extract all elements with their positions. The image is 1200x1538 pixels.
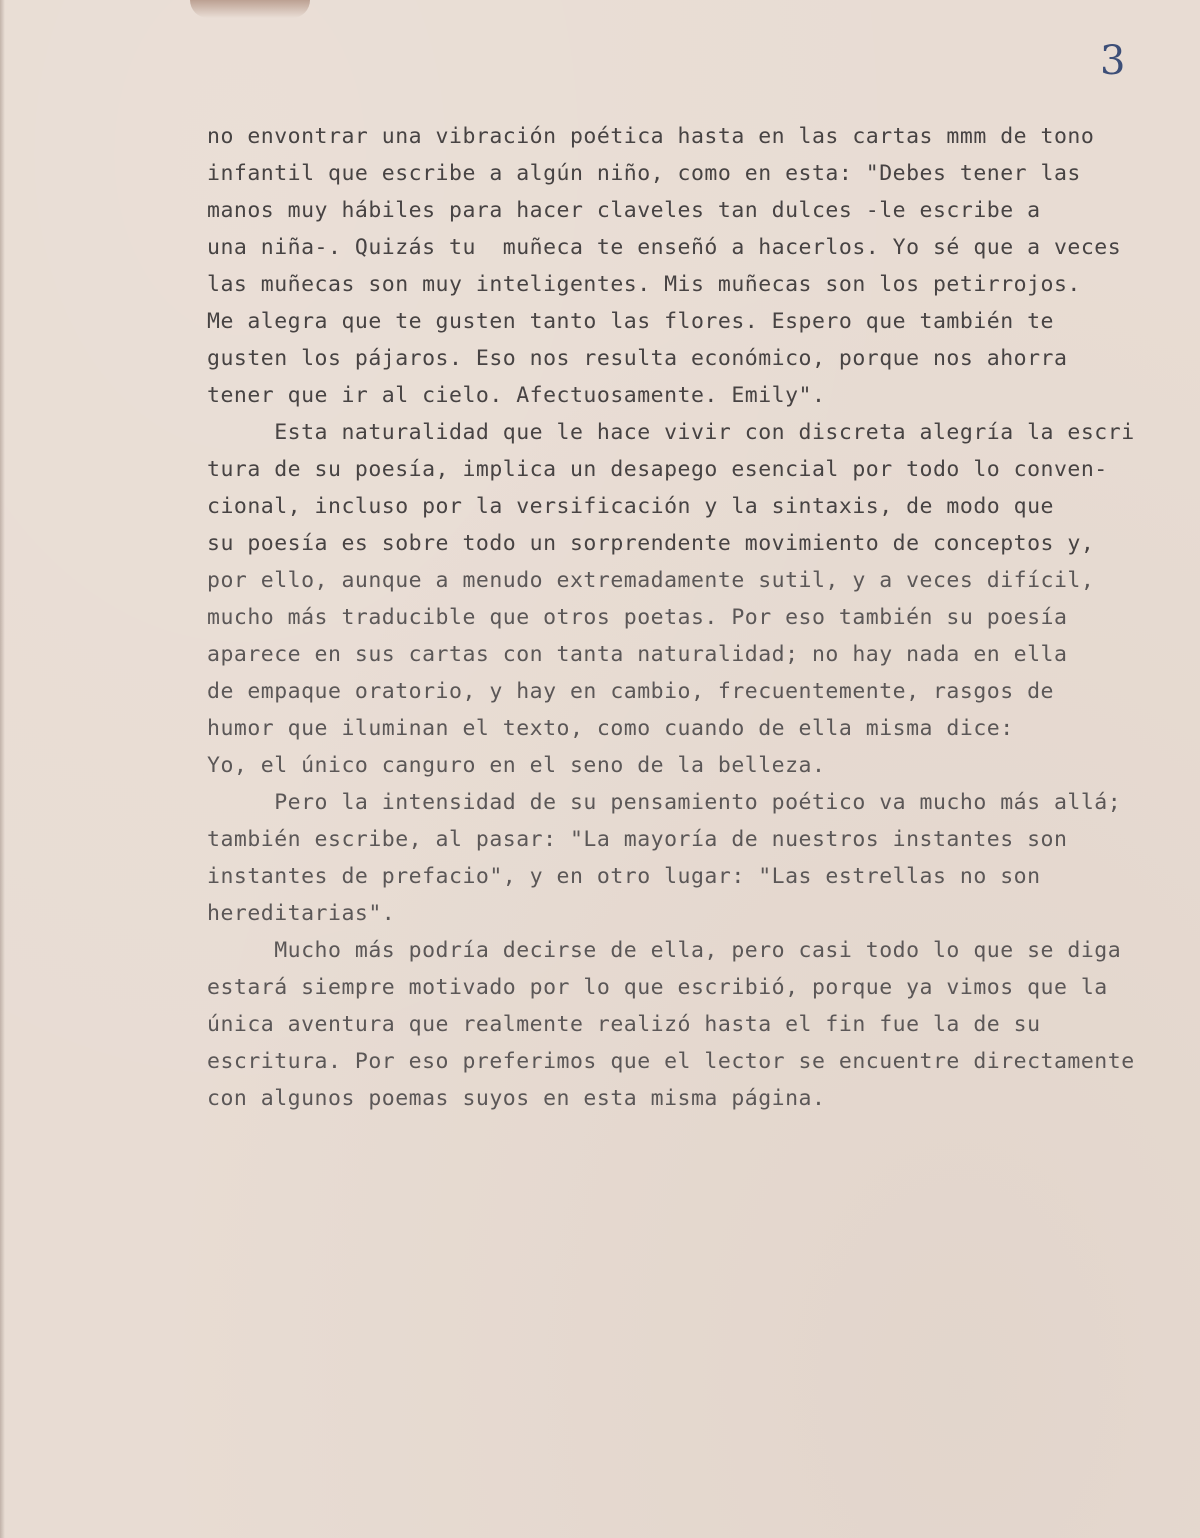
text-line: Mucho más podría decirse de ella, pero casi todo lo que se diga <box>207 938 1122 963</box>
text-line: de empaque oratorio, y hay en cambio, frecuentemente, rasgos de <box>207 679 1054 704</box>
text-line: instantes de prefacio", y en otro lugar: "Las estrellas no son <box>207 864 1041 889</box>
text-line: tura de su poesía, implica un desapego esencial por todo lo conven- <box>207 457 1108 482</box>
body-text <box>207 118 1197 1117</box>
text-line: humor que iluminan el texto, como cuando de ella misma dice: <box>207 716 1014 741</box>
text-line: estará siempre motivado por lo que escribió, porque ya vimos que la <box>207 975 1108 1000</box>
text-line: Pero la intensidad de su pensamiento poético va mucho más allá; <box>207 790 1122 815</box>
text-line: Esta naturalidad que le hace vivir con discreta alegría la escri <box>207 420 1135 445</box>
text-line: mucho más traducible que otros poetas. Por eso también su poesía <box>207 605 1068 630</box>
text-line: las muñecas son muy inteligentes. Mis muñecas son los petirrojos. <box>207 272 1081 297</box>
paper-edge-shadow <box>0 0 5 1538</box>
text-line: única aventura que realmente realizó hasta el fin fue la de su <box>207 1012 1041 1037</box>
text-line: gusten los pájaros. Eso nos resulta económico, porque nos ahorra <box>207 346 1068 371</box>
text-line: su poesía es sobre todo un sorprendente movimiento de conceptos y, <box>207 531 1095 556</box>
text-line: por ello, aunque a menudo extremadamente sutil, y a veces difícil, <box>207 568 1095 593</box>
quoted-verse-line: Yo, el único canguro en el seno de la belleza. <box>207 753 826 778</box>
text-line: no envontrar una vibración poética hasta en las cartas mmm de tono <box>207 124 1095 149</box>
text-line: una niña-. Quizás tu muñeca te enseñó a hacerlos. Yo sé que a veces <box>207 235 1122 260</box>
text-line: escritura. Por eso preferimos que el lector se encuentre directamente <box>207 1049 1135 1074</box>
page-number: 3 <box>1100 38 1126 84</box>
paper-stain <box>190 0 310 18</box>
text-line: aparece en sus cartas con tanta naturalidad; no hay nada en ella <box>207 642 1068 667</box>
text-line: manos muy hábiles para hacer claveles tan dulces -le escribe a <box>207 198 1041 223</box>
text-line: cional, incluso por la versificación y la sintaxis, de modo que <box>207 494 1054 519</box>
text-line: infantil que escribe a algún niño, como en esta: "Debes tener las <box>207 161 1081 186</box>
text-line: Me alegra que te gusten tanto las flores. Espero que también te <box>207 309 1054 334</box>
text-line: tener que ir al cielo. Afectuosamente. Emily". <box>207 383 826 408</box>
text-line: hereditarias". <box>207 901 396 926</box>
text-line: también escribe, al pasar: "La mayoría de nuestros instantes son <box>207 827 1068 852</box>
text-line: con algunos poemas suyos en esta misma página. <box>207 1086 826 1111</box>
